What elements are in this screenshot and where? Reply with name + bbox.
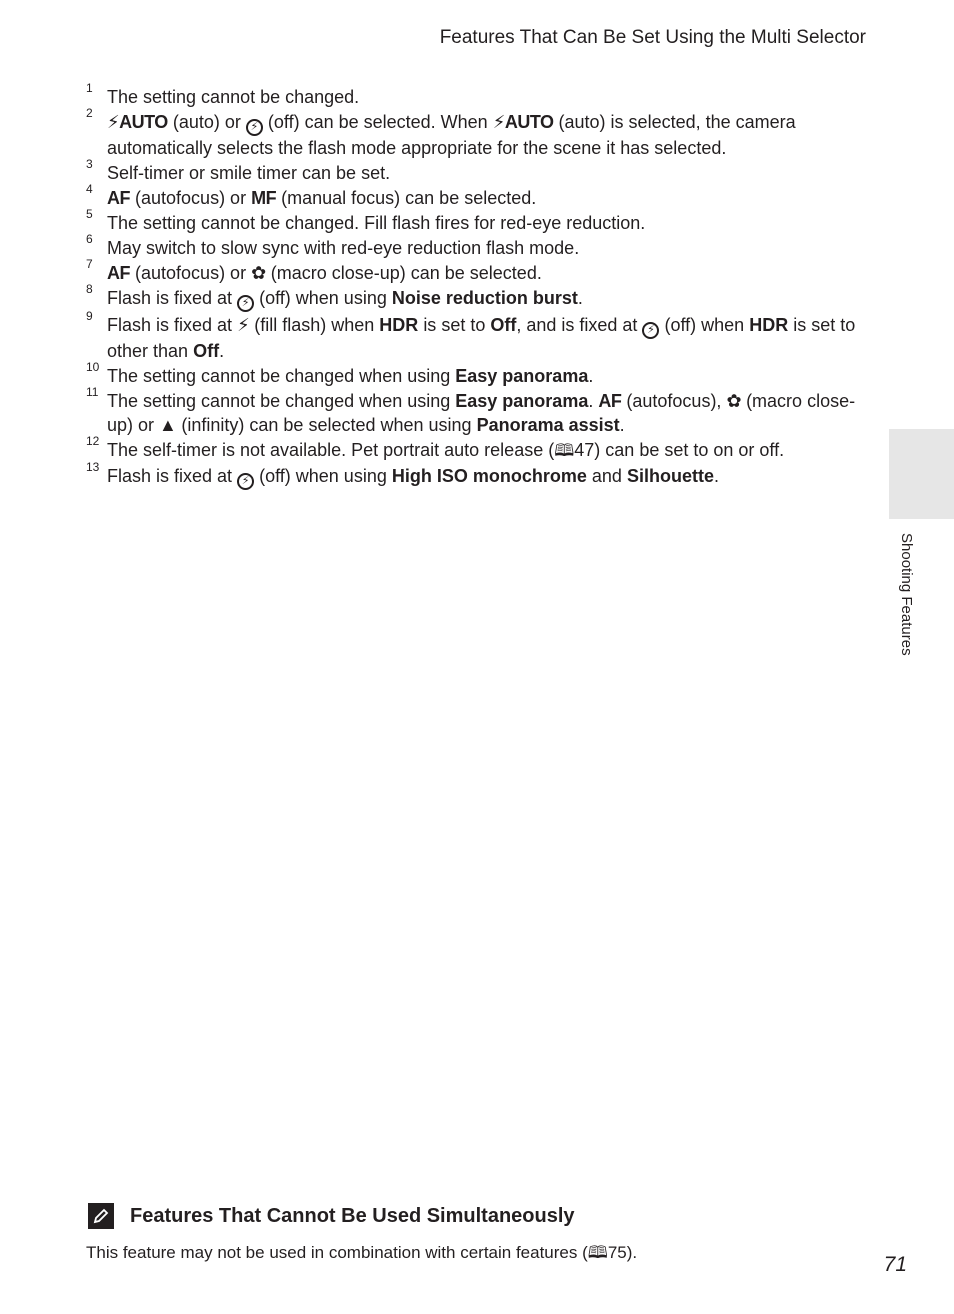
flash-off-icon: ⚡ [237,295,254,312]
note-text: ). [626,1243,638,1262]
book-reference-icon: 🕮 [587,1243,608,1262]
footnote-11 [86,384,876,438]
footnote-text: (off) when [664,314,745,335]
pencil-icon [92,1207,110,1225]
autofocus-icon: AF [107,188,130,208]
footnote-number: 6 [86,232,93,246]
note-title: Features That Cannot Be Used Simultaneously [130,1204,575,1227]
footnote-text: . [219,340,225,361]
footnote-text: The setting cannot be changed. [107,87,360,107]
footnote-number: 5 [86,207,93,221]
page-reference-link[interactable]: 75 [607,1243,627,1262]
footnote-4 [86,182,876,211]
footnote-bold-term: HDR [749,314,789,335]
footnote-text: is set to other than [107,314,856,361]
note-header [86,1203,886,1229]
footnote-bold-term: Panorama assist [476,415,620,435]
page-reference-link[interactable]: 47 [574,440,595,460]
footnote-12 [86,434,876,464]
footnote-text: Flash is fixed at [107,314,233,335]
footnote-text: (macro close-up) can be selected. [270,263,542,283]
footnote-number: 2 [86,106,93,120]
footnote-text: . [713,466,719,486]
footnote-8 [86,282,876,312]
footnote-text: The setting cannot be changed when using [107,365,451,386]
footnote-10 [86,359,876,389]
footnote-7 [86,257,876,286]
footnote-13 [86,460,876,490]
fill-flash-icon: ⚡ [237,314,250,335]
page-number: 71 [883,1253,907,1276]
flash-auto-icon: ⚡AUTO [107,112,168,132]
note-text: This feature may not be used in combination with certain features ( [86,1243,588,1262]
footnote-9 [86,308,876,364]
footnote-number: 9 [86,308,93,323]
flash-off-icon: ⚡ [642,322,659,339]
footnote-text: Flash is fixed at [107,466,233,486]
footnote-number: 12 [86,434,100,448]
footnote-number: 8 [86,282,93,296]
autofocus-icon: AF [107,263,130,283]
footnote-text: is set to [423,314,486,335]
note-box [86,1203,886,1269]
footnote-text: (auto) is selected, the camera automatically selects the flash mode appropriate for the scene it has selected. [107,112,796,158]
footnote-bold-term: HDR [379,314,419,335]
macro-icon: ✿ [251,263,266,283]
footnote-text: (manual focus) can be selected. [281,188,537,208]
footnote-text: . [619,415,625,435]
manual-focus-icon: MF [251,188,277,208]
footnote-text: (autofocus), [626,390,722,411]
footnote-text: The setting cannot be changed. Fill flash fires for red-eye reduction. [107,213,646,233]
footnote-bold-term: High ISO monochrome [391,466,587,486]
footnote-number: 11 [86,384,99,399]
footnote-number: 4 [86,182,93,196]
infinity-icon: ▲ [159,415,177,435]
footnote-text: (auto) or [172,112,241,132]
footnote-bold-term: Silhouette [626,466,714,486]
footnote-number: 3 [86,157,93,171]
footnote-text: , and is fixed at [516,314,638,335]
footnote-text: The setting cannot be changed when using [107,390,451,411]
footnote-text: (off) when using [259,288,387,308]
footnote-text: (off) when using [259,466,387,486]
footnote-number: 13 [86,460,100,474]
footnote-text: Self-timer or smile timer can be set. [107,163,391,183]
flash-off-icon: ⚡ [246,119,263,136]
footnote-bold-term: Off [193,340,220,361]
footnote-6 [86,232,876,261]
footnote-list [86,81,876,491]
flash-off-icon: ⚡ [237,473,254,490]
footnote-text: May switch to slow sync with red-eye reduction flash mode. [107,238,580,258]
running-header: Features That Can Be Set Using the Multi Selector [439,27,866,48]
footnote-text: (infinity) can be selected when using [181,415,472,435]
footnote-bold-term: Easy panorama [455,365,589,386]
footnote-5 [86,207,876,236]
footnote-2 [86,106,876,161]
footnote-text: (fill flash) when [254,314,375,335]
footnote-number: 10 [86,359,100,374]
book-reference-icon: 🕮 [554,441,575,460]
footnote-text: (macro close-up) or [107,390,856,435]
footnote-text: (autofocus) or [135,188,247,208]
macro-icon: ✿ [726,390,742,411]
footnote-text: and [591,466,622,486]
footnote-text: Flash is fixed at [107,288,233,308]
footnote-bold-term: Easy panorama [455,390,589,411]
footnote-bold-term: Off [490,314,517,335]
flash-auto-icon: ⚡AUTO [492,112,554,132]
footnote-text: . [588,390,594,411]
footnote-text: (autofocus) or [135,263,247,283]
footnote-text: ) can be set to on or off. [594,440,785,460]
footnote-text: (off) can be selected. When [267,112,488,132]
footnote-number: 1 [86,81,93,95]
footnote-3 [86,157,876,186]
autofocus-icon: AF [598,390,622,411]
footnote-1 [86,81,876,110]
pencil-note-icon [88,1203,114,1229]
footnote-bold-term: Noise reduction burst [391,288,578,308]
note-body [86,1240,886,1269]
footnote-text: . [577,288,583,308]
footnote-number: 7 [86,257,93,271]
footnote-text: The self-timer is not available. Pet portrait auto release ( [107,440,555,460]
section-tab [889,429,954,519]
section-tab-label: Shooting Features [898,533,915,656]
footnote-text: . [588,365,594,386]
